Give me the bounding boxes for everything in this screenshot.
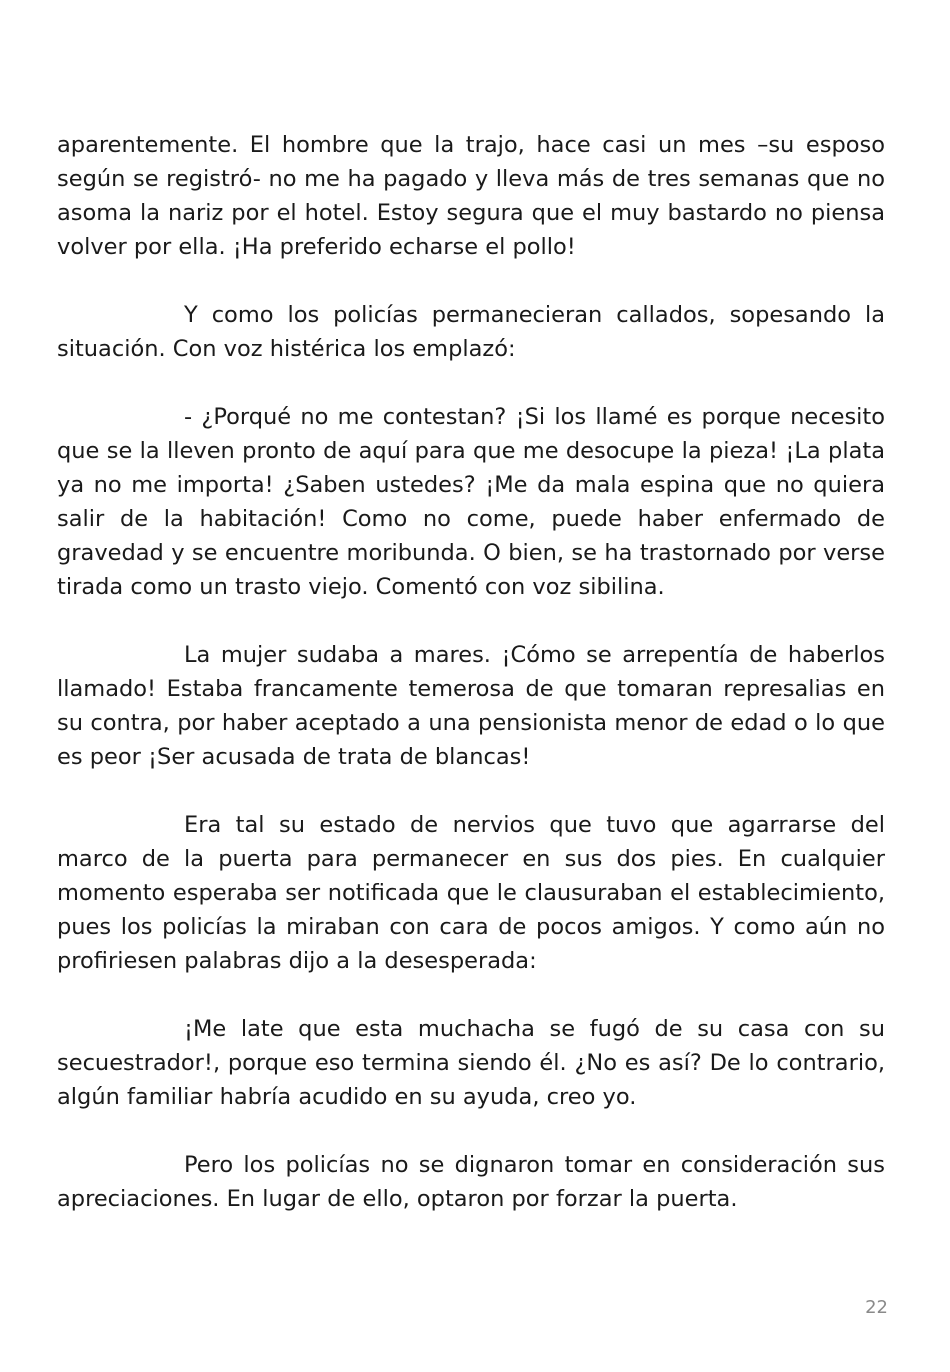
paragraph-3: - ¿Porqué no me contestan? ¡Si los llamé es porque necesito que se la lleven pronto de aquí para que me desocupe la pieza! ¡La plata ya no me importa! ¿Saben ustedes? ¡Me da mala espina que no quiera salir de la habitación! Como no come, puede haber enfermado de gravedad y se encuentre moribunda. O bien, se ha trastornado por verse tirada como un trasto viejo. Comentó con voz sibilina. [57, 404, 885, 600]
paragraph-5: Era tal su estado de nervios que tuvo que agarrarse del marco de la puerta para permanecer en sus dos pies. En cualquier momento esperaba ser notificada que le clausuraban el establecimiento, pues los policías la miraban con cara de pocos amigos. Y como aún no profiriesen palabras dijo a la desesperada: [57, 812, 885, 974]
paragraph-6: ¡Me late que esta muchacha se fugó de su casa con su secuestrador!, porque eso termina siendo él. ¿No es así? De lo contrario, algún familiar habría acudido en su ayuda, creo yo. [57, 1016, 885, 1110]
paragraph-2: Y como los policías permanecieran callados, sopesando la situación. Con voz histérica los emplazó: [57, 302, 885, 362]
page-body [57, 128, 885, 1250]
paragraph-4: La mujer sudaba a mares. ¡Cómo se arrepentía de haberlos llamado! Estaba francamente temerosa de que tomaran represalias en su contra, por haber aceptado a una pensionista menor de edad o lo que es peor ¡Ser acusada de trata de blancas! [57, 642, 885, 770]
paragraph-1: aparentemente. El hombre que la trajo, hace casi un mes –su esposo según se registró- no me ha pagado y lleva más de tres semanas que no asoma la nariz por el hotel. Estoy segura que el muy bastardo no piensa volver por ella. ¡Ha preferido echarse el pollo! [57, 132, 885, 260]
page-number: 22 [865, 1297, 888, 1318]
paragraph-7: Pero los policías no se dignaron tomar en consideración sus apreciaciones. En lugar de ello, optaron por forzar la puerta. [57, 1152, 885, 1212]
